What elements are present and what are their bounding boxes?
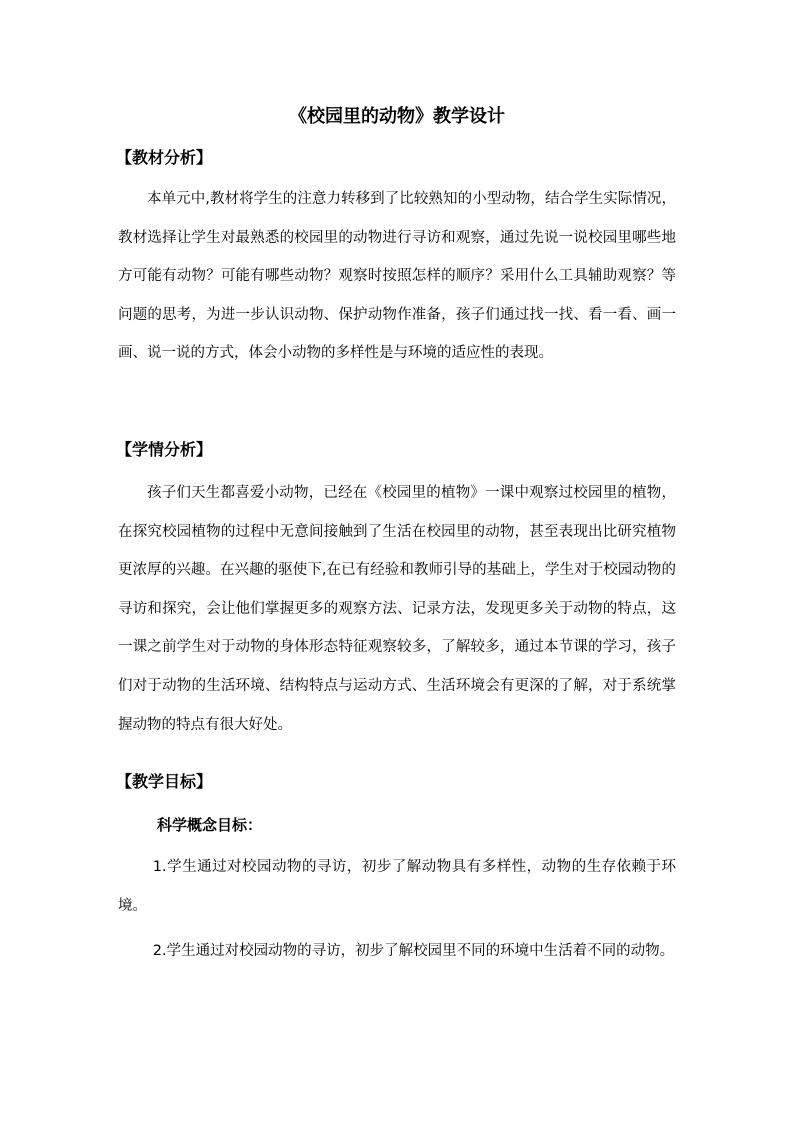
- section-paragraph-student-analysis: 孩子们天生都喜爱小动物，已经在《校园里的植物》一课中观察过校园里的植物，在探究校园植物的过程中无意间接触到了生活在校园里的动物，甚至表现出比研究植物更浓厚的兴趣。在兴趣的驱使下,在已有经验和教师引导的基础上，学生对于校园动物的寻访和探究，会让他们掌握更多的观察方法、记录方法，发现更多关于动物的特点，这一课之前学生对于动物的身体形态特征观察较多，了解较多，通过本节课的学习，孩子们对于动物的生活环境、结构特点与运动方式、生活环境会有更深的了解，对于系统掌握动物的特点有很大好处。: [118, 485, 676, 733]
- section-heading-teaching-goals: 【教学目标】: [116, 772, 213, 791]
- subheading-science-concept-goals: 科学概念目标：: [157, 816, 263, 834]
- goal-item-2: 2.学生通过对校园动物的寻访，初步了解校园里不同的环境中生活着不同的动物。: [152, 943, 675, 959]
- section-heading-student-analysis: 【学情分析】: [116, 440, 213, 459]
- document-title: 《校园里的动物》教学设计: [289, 106, 505, 127]
- goal-item-1: 1.学生通过对校园动物的寻访，初步了解动物具有多样性，动物的生存依赖于环境。: [118, 859, 676, 914]
- section-paragraph-textbook-analysis: 本单元中,教材将学生的注意力转移到了比较熟知的小型动物，结合学生实际情况，教材选择让学生对最熟悉的校园里的动物进行寻访和观察，通过先说一说校园里哪些地方可能有动物？可能有哪些动物？观察时按照怎样的顺序？采用什么工具辅助观察？等问题的思考，为进一步认识动物、保护动物作准备，孩子们通过找一找、看一看、画一画、说一说的方式，体会小动物的多样性是与环境的适应性的表现。: [118, 191, 676, 362]
- section-heading-textbook-analysis: 【教材分析】: [116, 148, 213, 167]
